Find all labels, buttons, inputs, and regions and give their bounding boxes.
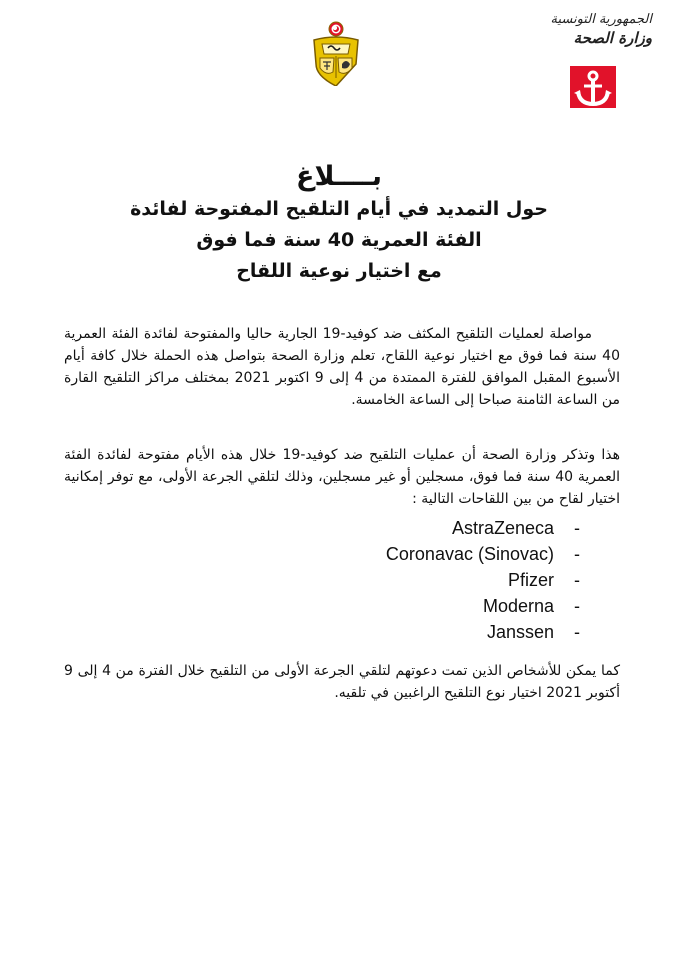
list-item — [200, 515, 580, 541]
list-item — [200, 619, 580, 645]
body-paragraph-2: هذا وتذكر وزارة الصحة أن عمليات التلقيح ضد كوفيد-19 خلال هذه الأيام مفتوحة لفائدة الفئة العمرية 40 سنة فما فوق، مسجلين أو غير مسجلين، وذلك لتلقي الجرعة الأولى، مع توفر إمكانية اختيار لقاح من بين اللقاحات التالية : — [64, 447, 620, 507]
tunisia-coat-of-arms-icon — [306, 20, 366, 86]
list-item — [200, 567, 580, 593]
vaccine-name: Moderna — [482, 596, 554, 616]
list-bullet: - — [574, 596, 580, 616]
title-subline-3: مع اختيار نوعية اللقاح — [236, 260, 442, 282]
list-item — [200, 593, 580, 619]
list-item — [200, 541, 580, 567]
health-ministry-anchor-logo-icon — [570, 66, 616, 108]
body-paragraph-1: مواصلة لعمليات التلقيح المكثف ضد كوفيد-19 الجارية حاليا والمفتوحة لفائدة الفئة العمرية 40 سنة فما فوق مع اختيار نوعية اللقاح، تعلم وزارة الصحة بتواصل هذه الحملة خلال كافة أيام الأسبوع المقبل الموافق للفترة الممتدة من 4 إلى 9 اكتوبر 2021 بمختلف مراكز التلقيح القارة من الساعة الثامنة صباحا إلى الساعة الخامسة. — [64, 326, 621, 408]
list-bullet: - — [574, 570, 580, 590]
republic-name: الجمهورية التونسية — [550, 12, 652, 27]
title-subline-1: حول التمديد في أيام التلقيح المفتوحة لفائدة — [130, 198, 548, 220]
vaccine-name: Janssen — [486, 622, 554, 642]
body-paragraph-3: كما يمكن للأشخاص الذين تمت دعوتهم لتلقي الجرعة الأولى من التلقيح خلال الفترة من 4 إلى 9 أكتوبر 2021 اختيار نوع التلقيح الراغبين في تلقيه. — [64, 663, 620, 701]
vaccine-name: AstraZeneca — [451, 518, 554, 538]
announcement-title — [0, 160, 678, 287]
vaccine-name: Coronavac (Sinovac) — [385, 544, 554, 564]
ministry-header — [532, 12, 652, 47]
list-bullet: - — [574, 622, 580, 642]
page-title: بــــلاغ — [296, 161, 382, 192]
list-bullet: - — [574, 518, 580, 538]
vaccine-name: Pfizer — [507, 570, 554, 590]
title-subline-2: الفئة العمرية 40 سنة فما فوق — [196, 229, 482, 251]
vaccine-list — [200, 515, 580, 645]
ministry-name: وزارة الصحة — [573, 29, 652, 47]
list-bullet: - — [574, 544, 580, 564]
